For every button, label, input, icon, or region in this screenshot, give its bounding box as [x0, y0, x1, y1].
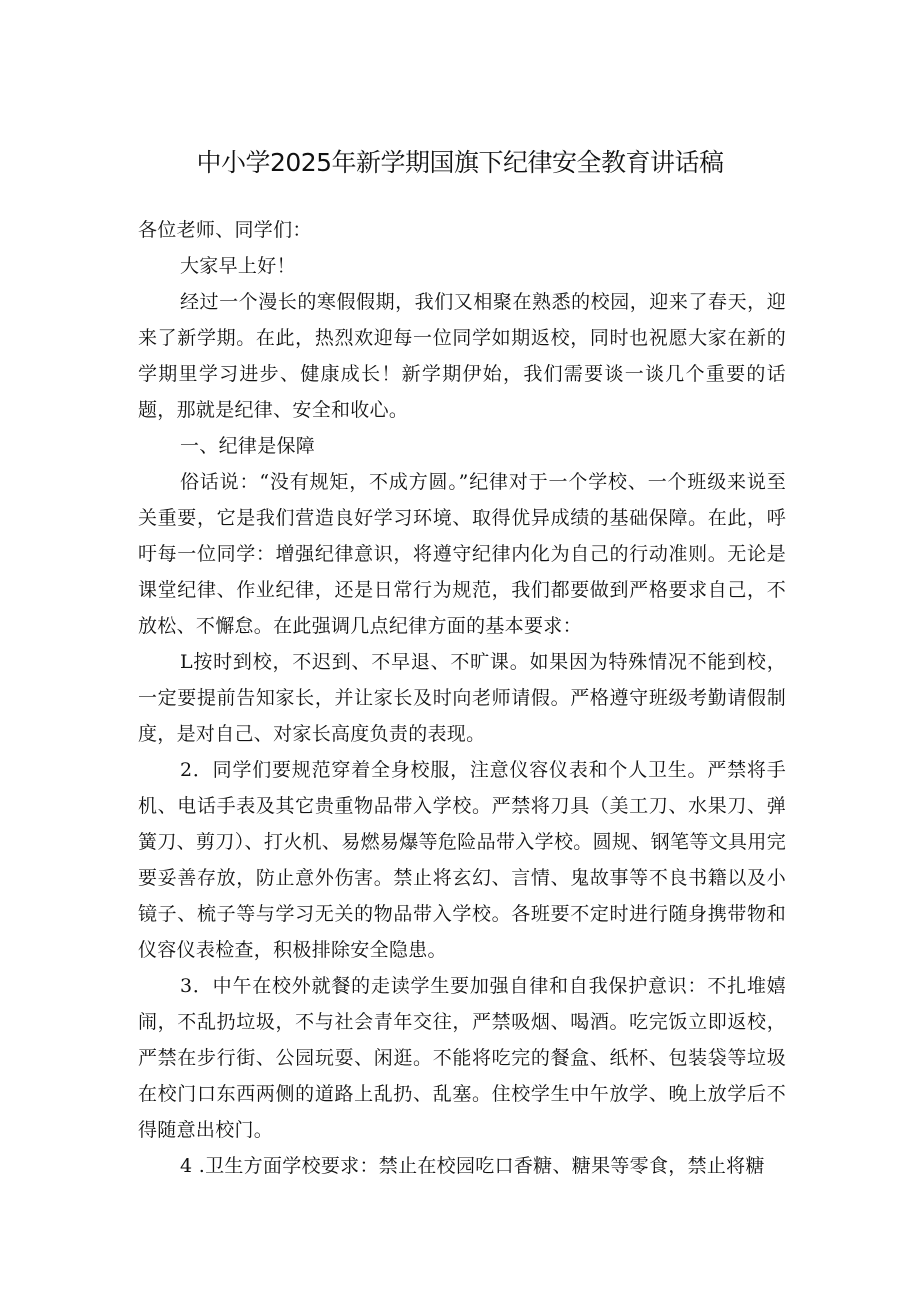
intro-paragraph: 经过一个漫长的寒假假期，我们又相聚在熟悉的校园，迎来了春天，迎来了新学期。在此，热烈欢迎每一位同学如期返校，同时也祝愿大家在新的学期里学习进步、健康成长！新学期伊始，我们需要谈一谈几个重要的话题，那就是纪律、安全和收心。 — [138, 291, 786, 421]
section-paragraph: 俗话说：“没有规矩，不成方圆。”纪律对于一个学校、一个班级来说至关重要，它是我们营造良好学习环境、取得优异成绩的基础保障。在此，呼吁每一位同学：增强纪律意识，将遵守纪律内化为自己的行动准则。无论是课堂纪律、作业纪律，还是日常行为规范，我们都要做到严格要求自己，不放松、不懈怠。在此强调几点纪律方面的基本要求： — [138, 471, 786, 637]
document-body — [138, 212, 786, 1184]
list-item-1: L按时到校，不迟到、不早退、不旷课。如果因为特殊情况不能到校，一定要提前告知家长，并让家长及时向老师请假。严格遵守班级考勤请假制度，是对自己、对家长高度负责的表现。 — [138, 651, 786, 745]
greeting: 大家早上好！ — [180, 255, 296, 277]
salutation: 各位老师、同学们： — [138, 219, 312, 241]
list-item-3: 3．中午在校外就餐的走读学生要加强自律和自我保护意识：不扎堆嬉闹，不乱扔垃圾，不与社会青年交往，严禁吸烟、喝酒。吃完饭立即返校，严禁在步行街、公园玩耍、闲逛。不能将吃完的餐盒、纸杯、包装袋等垃圾在校门口东西两侧的道路上乱扔、乱塞。住校学生中午放学、晚上放学后不得随意出校门。 — [138, 975, 786, 1141]
list-item-2: 2．同学们要规范穿着全身校服，注意仪容仪表和个人卫生。严禁将手机、电话手表及其它贵重物品带入学校。严禁将刀具（美工刀、水果刀、弹簧刀、剪刀）、打火机、易燃易爆等危险品带入学校。圆规、钢笔等文具用完要妥善存放，防止意外伤害。禁止将玄幻、言情、鬼故事等不良书籍以及小镜子、梳子等与学习无关的物品带入学校。各班要不定时进行随身携带物和仪容仪表检查，积极排除安全隐患。 — [138, 759, 786, 961]
list-item-4: 4 .卫生方面学校要求：禁止在校园吃口香糖、糖果等零食，禁止将糖 — [180, 1155, 765, 1177]
page-title: 中小学2025年新学期国旗下纪律安全教育讲话稿 — [196, 148, 724, 177]
section-heading: 一、纪律是保障 — [180, 435, 316, 457]
